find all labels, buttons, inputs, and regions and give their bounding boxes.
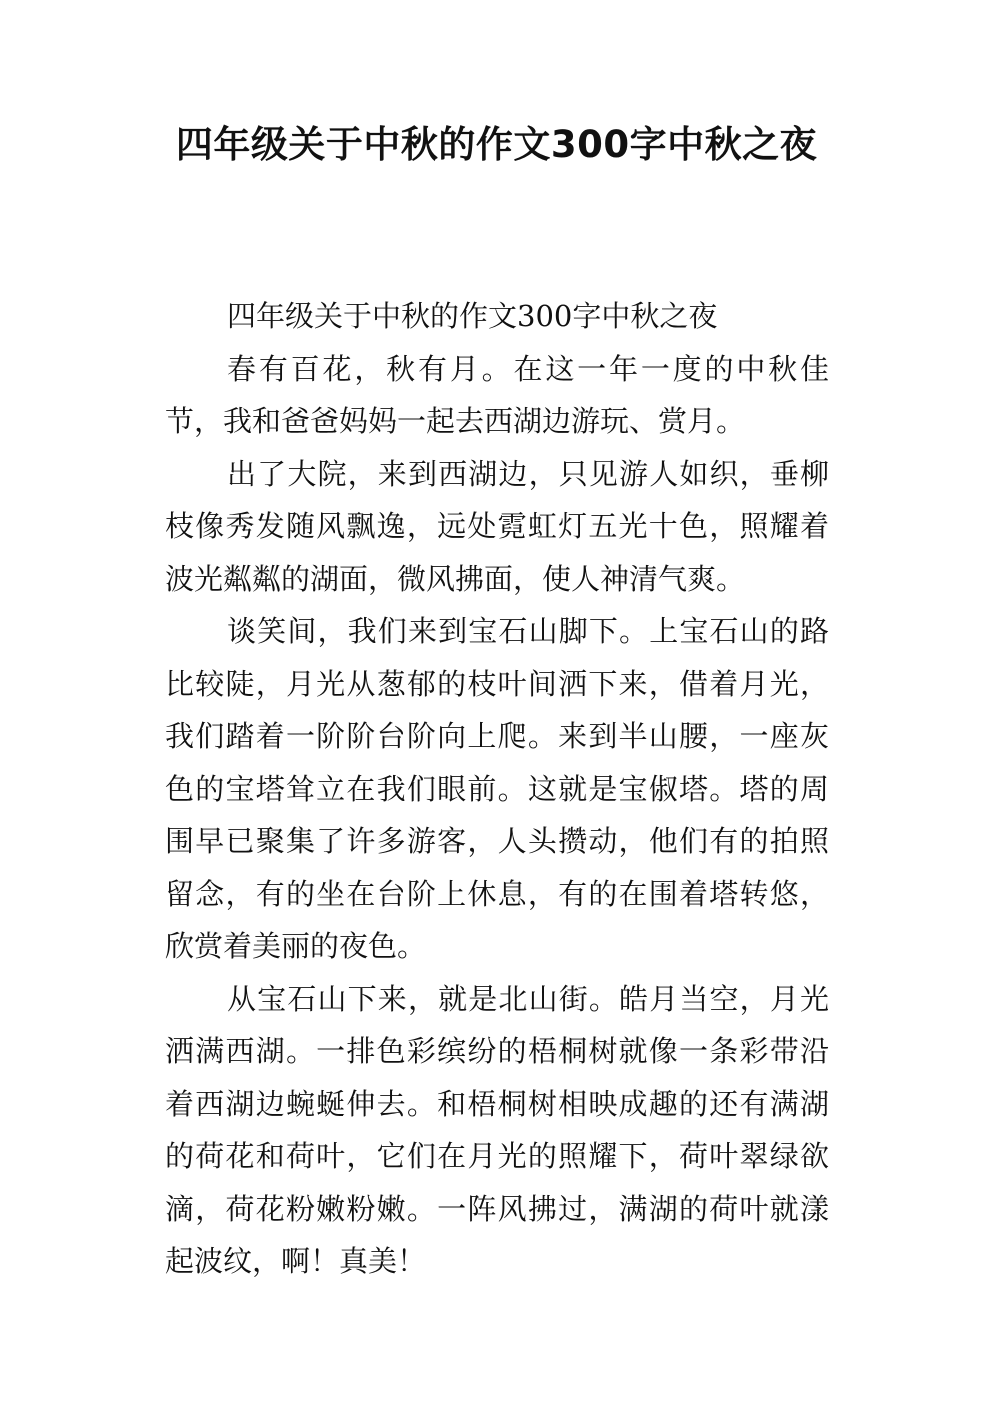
paragraph-4: 从宝石山下来，就是北山街。皓月当空，月光洒满西湖。一排色彩缤纷的梧桐树就像一条彩带沿着西湖边蜿蜒伸去。和梧桐树相映成趣的还有满湖的荷花和荷叶，它们在月光的照耀下，荷叶翠绿欲滴，荷花粉嫩粉嫩。一阵风拂过，满湖的荷叶就漾起波纹，啊！真美！ (165, 981, 829, 1278)
document-title: 四年级关于中秋的作文300字中秋之夜 (175, 123, 818, 166)
paragraph-3: 谈笑间，我们来到宝石山脚下。上宝石山的路比较陡，月光从葱郁的枝叶间洒下来，借着月光，我们踏着一阶阶台阶向上爬。来到半山腰，一座灰色的宝塔耸立在我们眼前。这就是宝俶塔。塔的周围早已聚集了许多游客，人头攒动，他们有的拍照留念，有的坐在台阶上休息，有的在围着塔转悠，欣赏着美丽的夜色。 (165, 614, 829, 963)
paragraph-2: 出了大院，来到西湖边，只见游人如织，垂柳枝像秀发随风飘逸，远处霓虹灯五光十色，照耀着波光粼粼的湖面，微风拂面，使人神清气爽。 (165, 456, 829, 596)
subtitle-paragraph: 四年级关于中秋的作文300字中秋之夜 (227, 299, 718, 333)
document-body (165, 290, 829, 1288)
paragraph-1: 春有百花，秋有月。在这一年一度的中秋佳节，我和爸爸妈妈一起去西湖边游玩、赏月。 (165, 351, 829, 438)
